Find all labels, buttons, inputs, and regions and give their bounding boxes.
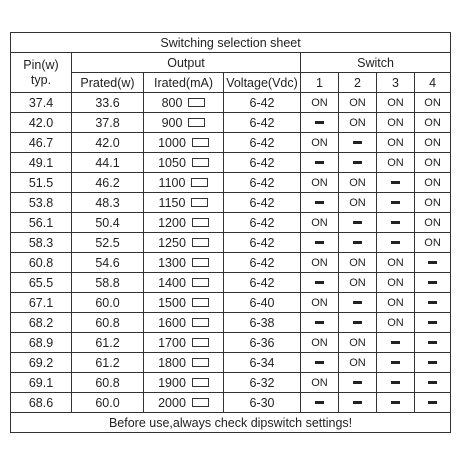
switch-2-state bbox=[339, 253, 377, 273]
irated-value: 1000 bbox=[158, 135, 186, 150]
switch-4-state bbox=[415, 113, 451, 133]
voltage-value: 6-42 bbox=[224, 213, 301, 233]
prated-value: 46.2 bbox=[72, 173, 144, 193]
prated-value: 61.2 bbox=[72, 353, 144, 373]
rectangle-icon bbox=[192, 378, 209, 387]
switch-2-state bbox=[339, 233, 377, 253]
prated-value: 61.2 bbox=[72, 333, 144, 353]
switch-3-state bbox=[377, 193, 415, 213]
switch-off-dash bbox=[353, 141, 362, 144]
switch-2-state bbox=[339, 193, 377, 213]
irated-cell bbox=[144, 273, 224, 293]
irated-group bbox=[159, 196, 209, 210]
switch-off-dash bbox=[315, 121, 324, 124]
switch-number-3: 3 bbox=[377, 73, 415, 93]
irated-cell bbox=[144, 233, 224, 253]
rectangle-icon bbox=[191, 178, 208, 187]
irated-cell bbox=[144, 333, 224, 353]
irated-group bbox=[158, 396, 209, 410]
switch-3-state bbox=[377, 113, 415, 133]
switch-on-label: ON bbox=[349, 196, 366, 209]
switch-on-label: ON bbox=[424, 156, 441, 169]
switch-on-label: ON bbox=[349, 96, 366, 109]
irated-group bbox=[158, 276, 209, 290]
switching-selection-table bbox=[10, 32, 451, 433]
pin-value: 69.1 bbox=[11, 373, 72, 393]
table-row bbox=[11, 213, 451, 233]
rectangle-icon bbox=[192, 238, 209, 247]
irated-group bbox=[158, 316, 209, 330]
switch-on-label: ON bbox=[424, 236, 441, 249]
switch-off-dash bbox=[315, 401, 324, 404]
rectangle-icon bbox=[191, 198, 208, 207]
rectangle-icon bbox=[192, 158, 209, 167]
table-row bbox=[11, 393, 451, 413]
rectangle-icon bbox=[192, 318, 209, 327]
switch-on-label: ON bbox=[311, 96, 328, 109]
switch-4-state bbox=[415, 153, 451, 173]
irated-cell bbox=[144, 373, 224, 393]
table-row bbox=[11, 373, 451, 393]
switch-off-dash bbox=[315, 281, 324, 284]
switch-3-state bbox=[377, 253, 415, 273]
switch-off-dash bbox=[391, 401, 400, 404]
switch-off-dash bbox=[353, 301, 362, 304]
voltage-value: 6-42 bbox=[224, 253, 301, 273]
pin-value: 68.9 bbox=[11, 333, 72, 353]
irated-cell bbox=[144, 93, 224, 113]
switch-off-dash bbox=[391, 181, 400, 184]
irated-cell bbox=[144, 313, 224, 333]
irated-value: 1900 bbox=[158, 375, 186, 390]
irated-header: Irated(mA) bbox=[144, 73, 224, 93]
irated-group bbox=[158, 156, 209, 170]
switch-header: Switch bbox=[301, 53, 451, 73]
switch-1-state bbox=[301, 213, 339, 233]
voltage-value: 6-40 bbox=[224, 293, 301, 313]
switch-2-state bbox=[339, 353, 377, 373]
voltage-value: 6-32 bbox=[224, 373, 301, 393]
switch-off-dash bbox=[315, 241, 324, 244]
prated-value: 54.6 bbox=[72, 253, 144, 273]
switch-on-label: ON bbox=[424, 96, 441, 109]
pin-value: 51.5 bbox=[11, 173, 72, 193]
prated-value: 37.8 bbox=[72, 113, 144, 133]
irated-cell bbox=[144, 213, 224, 233]
switch-off-dash bbox=[391, 241, 400, 244]
switch-1-state bbox=[301, 373, 339, 393]
switch-2-state bbox=[339, 173, 377, 193]
switch-on-label: ON bbox=[311, 336, 328, 349]
switch-1-state bbox=[301, 113, 339, 133]
switch-2-state bbox=[339, 273, 377, 293]
switch-4-state bbox=[415, 233, 451, 253]
switch-4-state bbox=[415, 253, 451, 273]
switch-on-label: ON bbox=[311, 176, 328, 189]
table-row bbox=[11, 113, 451, 133]
switch-1-state bbox=[301, 353, 339, 373]
irated-cell bbox=[144, 173, 224, 193]
pin-value: 65.5 bbox=[11, 273, 72, 293]
irated-group bbox=[158, 236, 209, 250]
pin-value: 56.1 bbox=[11, 213, 72, 233]
switch-4-state bbox=[415, 273, 451, 293]
switch-2-state bbox=[339, 293, 377, 313]
switch-off-dash bbox=[428, 361, 437, 364]
prated-value: 50.4 bbox=[72, 213, 144, 233]
output-header: Output bbox=[72, 53, 301, 73]
rectangle-icon bbox=[192, 298, 209, 307]
rectangle-icon bbox=[192, 338, 209, 347]
switch-on-label: ON bbox=[424, 116, 441, 129]
prated-value: 60.0 bbox=[72, 293, 144, 313]
switch-4-state bbox=[415, 333, 451, 353]
pin-value: 42.0 bbox=[11, 113, 72, 133]
switch-1-state bbox=[301, 153, 339, 173]
switch-on-label: ON bbox=[311, 376, 328, 389]
voltage-header: Voltage(Vdc) bbox=[224, 73, 301, 93]
rectangle-icon bbox=[192, 138, 209, 147]
switch-off-dash bbox=[353, 241, 362, 244]
table-row bbox=[11, 353, 451, 373]
switch-off-dash bbox=[353, 321, 362, 324]
rectangle-icon bbox=[192, 278, 209, 287]
switch-off-dash bbox=[391, 201, 400, 204]
irated-cell bbox=[144, 293, 224, 313]
switch-on-label: ON bbox=[349, 276, 366, 289]
switch-off-dash bbox=[315, 201, 324, 204]
switch-number-2: 2 bbox=[339, 73, 377, 93]
switch-off-dash bbox=[391, 361, 400, 364]
switch-on-label: ON bbox=[387, 136, 404, 149]
voltage-value: 6-42 bbox=[224, 193, 301, 213]
footer-note: Before use,always check dipswitch settings! bbox=[11, 413, 451, 433]
irated-value: 1150 bbox=[158, 195, 186, 210]
table-row bbox=[11, 273, 451, 293]
switch-3-state bbox=[377, 353, 415, 373]
switch-off-dash bbox=[315, 361, 324, 364]
switch-off-dash bbox=[353, 161, 362, 164]
switch-on-label: ON bbox=[387, 276, 404, 289]
switch-2-state bbox=[339, 333, 377, 353]
rectangle-icon bbox=[188, 98, 205, 107]
irated-value: 1050 bbox=[158, 155, 186, 170]
switch-on-label: ON bbox=[387, 316, 404, 329]
irated-cell bbox=[144, 253, 224, 273]
switch-4-state bbox=[415, 213, 451, 233]
irated-group bbox=[159, 176, 209, 190]
switch-3-state bbox=[377, 153, 415, 173]
irated-value: 1400 bbox=[158, 275, 186, 290]
switch-on-label: ON bbox=[349, 176, 366, 189]
table-row bbox=[11, 313, 451, 333]
irated-group bbox=[158, 256, 209, 270]
switch-3-state bbox=[377, 293, 415, 313]
rectangle-icon bbox=[192, 258, 209, 267]
switch-1-state bbox=[301, 253, 339, 273]
irated-cell bbox=[144, 113, 224, 133]
voltage-value: 6-36 bbox=[224, 333, 301, 353]
switch-on-label: ON bbox=[387, 296, 404, 309]
switch-on-label: ON bbox=[424, 136, 441, 149]
table-row bbox=[11, 133, 451, 153]
prated-value: 60.0 bbox=[72, 393, 144, 413]
irated-group bbox=[162, 116, 206, 130]
switch-3-state bbox=[377, 173, 415, 193]
switch-1-state bbox=[301, 273, 339, 293]
switch-on-label: ON bbox=[387, 96, 404, 109]
switch-off-dash bbox=[428, 401, 437, 404]
irated-value: 1100 bbox=[158, 175, 186, 190]
switch-3-state bbox=[377, 273, 415, 293]
switch-3-state bbox=[377, 393, 415, 413]
irated-value: 1250 bbox=[158, 235, 186, 250]
table-row bbox=[11, 173, 451, 193]
switch-2-state bbox=[339, 213, 377, 233]
switch-3-state bbox=[377, 213, 415, 233]
voltage-value: 6-34 bbox=[224, 353, 301, 373]
switch-1-state bbox=[301, 293, 339, 313]
pin-value: 37.4 bbox=[11, 93, 72, 113]
switch-1-state bbox=[301, 333, 339, 353]
rectangle-icon bbox=[192, 218, 209, 227]
irated-group bbox=[162, 96, 206, 110]
prated-value: 44.1 bbox=[72, 153, 144, 173]
switch-2-state bbox=[339, 153, 377, 173]
switch-off-dash bbox=[315, 161, 324, 164]
pin-value: 58.3 bbox=[11, 233, 72, 253]
switch-4-state bbox=[415, 193, 451, 213]
voltage-value: 6-38 bbox=[224, 313, 301, 333]
table-title: Switching selection sheet bbox=[11, 33, 451, 53]
irated-cell bbox=[144, 393, 224, 413]
switch-2-state bbox=[339, 93, 377, 113]
pin-value: 67.1 bbox=[11, 293, 72, 313]
switch-3-state bbox=[377, 233, 415, 253]
switch-1-state bbox=[301, 233, 339, 253]
switch-off-dash bbox=[391, 381, 400, 384]
irated-value: 1200 bbox=[158, 215, 186, 230]
irated-value: 800 bbox=[161, 95, 183, 110]
irated-group bbox=[158, 296, 209, 310]
switch-3-state bbox=[377, 373, 415, 393]
switch-off-dash bbox=[428, 381, 437, 384]
switch-off-dash bbox=[353, 401, 362, 404]
pin-value: 68.2 bbox=[11, 313, 72, 333]
switch-4-state bbox=[415, 93, 451, 113]
switch-number-1: 1 bbox=[301, 73, 339, 93]
switch-on-label: ON bbox=[311, 256, 328, 269]
switch-off-dash bbox=[391, 341, 400, 344]
table-row bbox=[11, 233, 451, 253]
switch-off-dash bbox=[428, 281, 437, 284]
prated-value: 52.5 bbox=[72, 233, 144, 253]
switch-1-state bbox=[301, 133, 339, 153]
switch-on-label: ON bbox=[387, 256, 404, 269]
pin-value: 53.8 bbox=[11, 193, 72, 213]
switch-on-label: ON bbox=[311, 296, 328, 309]
switch-off-dash bbox=[428, 321, 437, 324]
voltage-value: 6-42 bbox=[224, 133, 301, 153]
irated-cell bbox=[144, 353, 224, 373]
switch-1-state bbox=[301, 173, 339, 193]
switch-on-label: ON bbox=[349, 336, 366, 349]
switch-2-state bbox=[339, 373, 377, 393]
irated-value: 1700 bbox=[158, 335, 186, 350]
switch-3-state bbox=[377, 133, 415, 153]
irated-value: 1600 bbox=[158, 315, 186, 330]
irated-group bbox=[158, 216, 209, 230]
switch-2-state bbox=[339, 113, 377, 133]
switch-3-state bbox=[377, 313, 415, 333]
table-row bbox=[11, 293, 451, 313]
prated-value: 48.3 bbox=[72, 193, 144, 213]
table-row bbox=[11, 333, 451, 353]
prated-value: 60.8 bbox=[72, 373, 144, 393]
switch-1-state bbox=[301, 313, 339, 333]
voltage-value: 6-30 bbox=[224, 393, 301, 413]
switch-on-label: ON bbox=[349, 256, 366, 269]
switch-4-state bbox=[415, 293, 451, 313]
irated-cell bbox=[144, 193, 224, 213]
switch-3-state bbox=[377, 333, 415, 353]
switch-on-label: ON bbox=[311, 216, 328, 229]
voltage-value: 6-42 bbox=[224, 233, 301, 253]
switch-on-label: ON bbox=[424, 216, 441, 229]
switch-on-label: ON bbox=[387, 156, 404, 169]
switch-4-state bbox=[415, 353, 451, 373]
table-row bbox=[11, 193, 451, 213]
pin-value: 69.2 bbox=[11, 353, 72, 373]
switch-on-label: ON bbox=[424, 196, 441, 209]
table-row bbox=[11, 253, 451, 273]
switch-4-state bbox=[415, 173, 451, 193]
switch-4-state bbox=[415, 393, 451, 413]
pin-value: 49.1 bbox=[11, 153, 72, 173]
switch-off-dash bbox=[353, 221, 362, 224]
switch-off-dash bbox=[428, 301, 437, 304]
voltage-value: 6-42 bbox=[224, 153, 301, 173]
pin-header-text: Pin(w) typ. bbox=[23, 58, 59, 87]
switch-off-dash bbox=[428, 261, 437, 264]
switch-off-dash bbox=[353, 381, 362, 384]
irated-cell bbox=[144, 133, 224, 153]
irated-group bbox=[158, 336, 209, 350]
switch-1-state bbox=[301, 193, 339, 213]
voltage-value: 6-42 bbox=[224, 273, 301, 293]
switch-4-state bbox=[415, 313, 451, 333]
irated-cell bbox=[144, 153, 224, 173]
irated-value: 1800 bbox=[158, 355, 186, 370]
switch-off-dash bbox=[315, 321, 324, 324]
voltage-value: 6-42 bbox=[224, 173, 301, 193]
table-row bbox=[11, 153, 451, 173]
pin-header bbox=[11, 53, 72, 93]
pin-value: 46.7 bbox=[11, 133, 72, 153]
switch-4-state bbox=[415, 133, 451, 153]
irated-value: 900 bbox=[161, 115, 183, 130]
irated-group bbox=[158, 136, 209, 150]
switch-3-state bbox=[377, 93, 415, 113]
switch-off-dash bbox=[428, 341, 437, 344]
irated-value: 1300 bbox=[158, 255, 186, 270]
irated-value: 1500 bbox=[158, 295, 186, 310]
table-row bbox=[11, 93, 451, 113]
rectangle-icon bbox=[192, 358, 209, 367]
irated-group bbox=[158, 356, 209, 370]
prated-value: 60.8 bbox=[72, 313, 144, 333]
switch-2-state bbox=[339, 133, 377, 153]
switch-1-state bbox=[301, 93, 339, 113]
voltage-value: 6-42 bbox=[224, 113, 301, 133]
switch-on-label: ON bbox=[424, 176, 441, 189]
switch-1-state bbox=[301, 393, 339, 413]
rectangle-icon bbox=[192, 398, 209, 407]
switch-on-label: ON bbox=[311, 136, 328, 149]
switch-on-label: ON bbox=[349, 116, 366, 129]
irated-value: 2000 bbox=[158, 395, 186, 410]
pin-value: 68.6 bbox=[11, 393, 72, 413]
rectangle-icon bbox=[188, 118, 205, 127]
switch-2-state bbox=[339, 393, 377, 413]
prated-value: 33.6 bbox=[72, 93, 144, 113]
irated-group bbox=[158, 376, 209, 390]
switch-number-4: 4 bbox=[415, 73, 451, 93]
switch-2-state bbox=[339, 313, 377, 333]
prated-value: 42.0 bbox=[72, 133, 144, 153]
switch-on-label: ON bbox=[387, 116, 404, 129]
pin-value: 60.8 bbox=[11, 253, 72, 273]
voltage-value: 6-42 bbox=[224, 93, 301, 113]
prated-header: Prated(w) bbox=[72, 73, 144, 93]
switch-4-state bbox=[415, 373, 451, 393]
prated-value: 58.8 bbox=[72, 273, 144, 293]
switch-on-label: ON bbox=[349, 356, 366, 369]
switch-off-dash bbox=[391, 221, 400, 224]
